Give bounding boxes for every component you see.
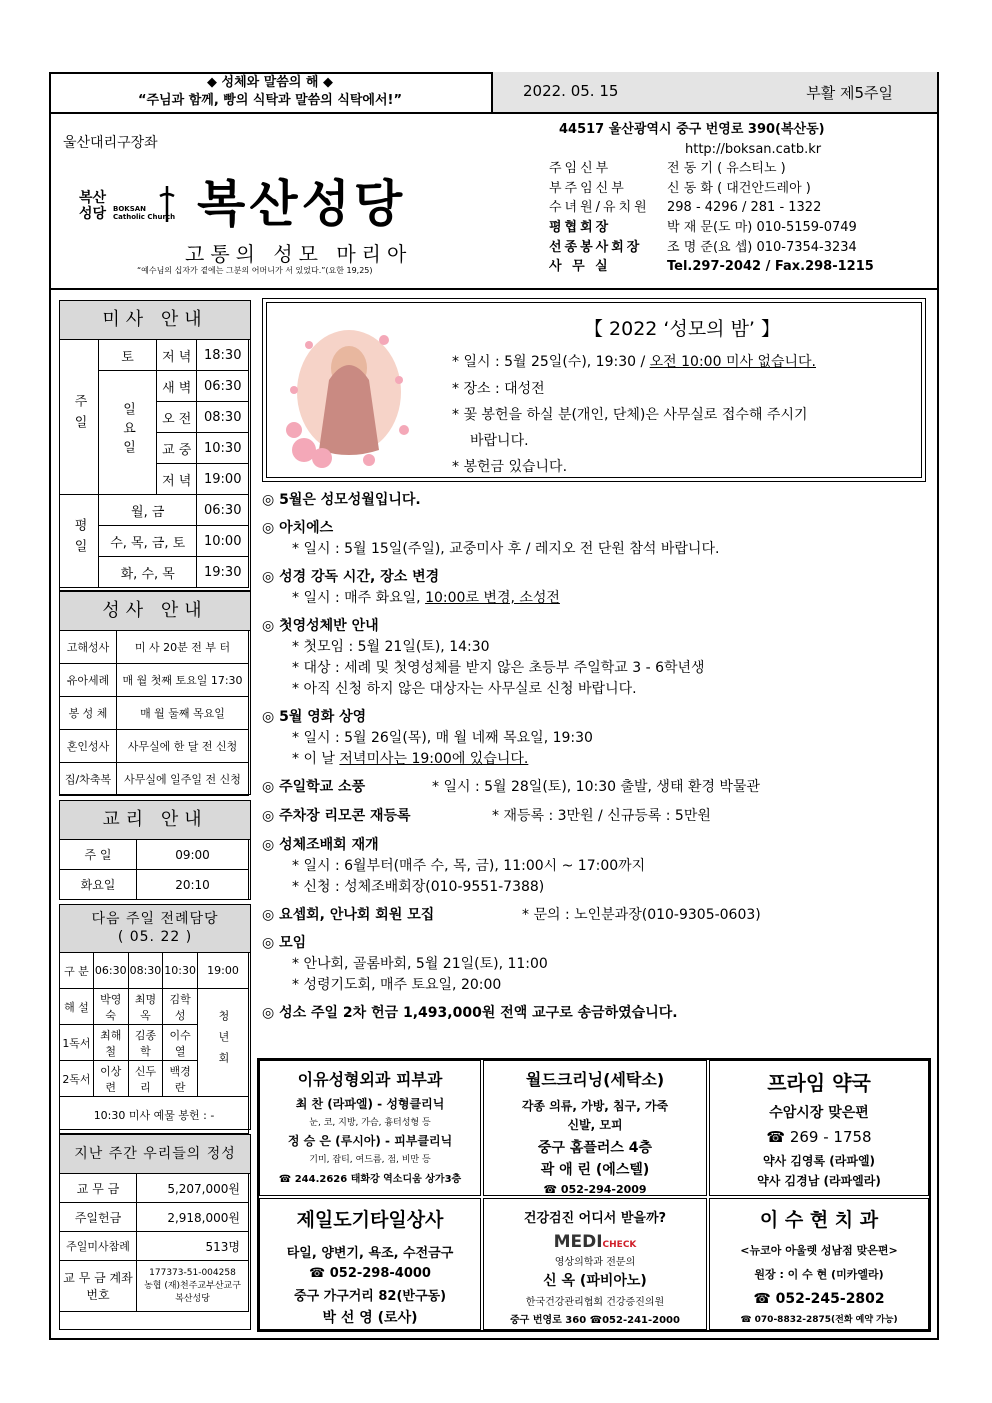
contact-key: 수녀원/유치원 xyxy=(549,200,650,216)
notice-heading: ◎ 첫영성체반 안내 xyxy=(262,618,379,634)
medicheck-logo xyxy=(484,1232,706,1252)
notice-heading: ◎ 5월 영화 상영 xyxy=(262,709,367,725)
duty-person: 김종학 xyxy=(128,1025,163,1061)
contact-row xyxy=(549,218,929,238)
notice-item: * 일시 : 5월 26일(목), 매 월 네째 목요일, 19:30 xyxy=(292,730,593,746)
duty-person: 최해철 xyxy=(93,1025,128,1061)
duty-title xyxy=(60,905,250,953)
sac-key: 유아세례 xyxy=(60,664,117,697)
ad-line: 곽 애 린 (에스텔) xyxy=(540,1162,650,1178)
duty-title-text: 다음 주일 전례담당 xyxy=(91,911,219,927)
notice-heading: ◎ 5월은 성모성월입니다. xyxy=(262,492,421,508)
doctrine-table xyxy=(59,839,249,900)
address: 44517 울산광역시 중구 번영로 390(복산동) xyxy=(559,122,825,137)
cross-icon xyxy=(157,184,177,224)
mass-title: 미사 안내 xyxy=(60,301,250,340)
ad-line: 각종 의류, 가방, 침구, 가죽 xyxy=(521,1099,669,1113)
notice-row: ◎ 주차장 리모콘 재등록 * 재등록 : 3만원 / 신규등록 : 5만원 xyxy=(262,808,711,824)
logo-check: CHECK xyxy=(602,1240,637,1250)
ad-line: 약사 김경남 (라파엘라) xyxy=(757,1174,881,1188)
contact-row xyxy=(549,179,929,199)
off-value: 513명 xyxy=(137,1232,249,1261)
duty-col: 구 분 xyxy=(60,953,94,989)
deanery: 울산대리구장좌 xyxy=(63,135,158,151)
mass-schedule xyxy=(59,300,251,591)
mass-time: 19:00 xyxy=(197,464,249,495)
off-key: 주일미사참례 xyxy=(60,1232,137,1261)
ad-line: 정 승 은 (루시아) - 피부클리닉 xyxy=(287,1134,453,1148)
notice-heading: ◎ 성경 강독 시간, 장소 변경 xyxy=(262,569,440,585)
ad-title: 이유성형외과 피부과 xyxy=(297,1070,443,1089)
logo-en-1: BOKSAN xyxy=(113,205,147,213)
notice-heading: ◎ 모임 xyxy=(262,935,307,951)
ad-line: ☎ 052-298-4000 xyxy=(309,1266,431,1281)
offering-info xyxy=(59,1134,251,1330)
ad-line: 기미, 잡티, 여드름, 점, 비만 등 xyxy=(309,1155,431,1165)
notice-item: * 안나회, 골롬바회, 5월 21일(토), 11:00 xyxy=(292,956,548,972)
sac-key: 봉 성 체 xyxy=(60,697,117,730)
ad-tile xyxy=(259,1198,481,1330)
sac-value: 사무실에 한 달 전 신청 xyxy=(117,730,249,763)
off-value: 5,207,000원 xyxy=(137,1174,249,1203)
sunday-sub-label: 일요일 xyxy=(99,371,157,495)
contact-row xyxy=(549,257,929,277)
off-key: 주일헌금 xyxy=(60,1203,137,1232)
mass-time: 10:30 xyxy=(197,433,249,464)
sac-key: 고해성사 xyxy=(60,631,117,664)
header-left xyxy=(49,72,491,112)
duty-person: 김학성 xyxy=(163,989,198,1025)
mass-name: 교 중 xyxy=(157,433,197,464)
sac-value: 매 월 둘째 목요일 xyxy=(117,697,249,730)
event-date: * 일시 : 5월 25일(수), 19:30 / xyxy=(452,354,650,370)
ad-line: ☎ 052-245-2802 xyxy=(753,1291,885,1307)
duty-col: 06:30 xyxy=(93,953,128,989)
off-value: 2,918,000원 xyxy=(137,1203,249,1232)
notice-item: * 대상 : 세례 및 첫영성체를 받지 않은 초등부 주일학교 3 - 6학년생 xyxy=(292,660,705,676)
account-holder: 복산성당 xyxy=(175,1293,210,1304)
duty-date: ( 05. 22 ) xyxy=(117,929,193,945)
duty-role: 2독서 xyxy=(60,1061,94,1097)
liturgy-duty xyxy=(59,904,251,1130)
duty-person: 백경란 xyxy=(163,1061,198,1097)
contact-value: 조 명 준(요 셉) 010-7354-3234 xyxy=(667,239,857,255)
sacrament-table xyxy=(59,630,249,796)
mass-time: 08:30 xyxy=(197,402,249,433)
ad-line: 수암시장 맞은편 xyxy=(769,1105,869,1121)
offering-title: 지난 주간 우리들의 정성 xyxy=(60,1135,250,1174)
contact-row xyxy=(549,238,929,258)
mass-table xyxy=(59,339,249,588)
account-number: 177373-51-004258 xyxy=(149,1267,236,1278)
doctrine-info xyxy=(59,800,251,900)
logo-text xyxy=(79,190,106,222)
doc-value: 09:00 xyxy=(137,840,249,870)
contact-key: 사 무 실 xyxy=(549,259,611,275)
ad-line: 타일, 양변기, 욕조, 수전금구 xyxy=(286,1246,454,1261)
doc-key: 주 일 xyxy=(60,840,137,870)
ad-title: 제일도기타일상사 xyxy=(296,1209,444,1231)
contact-block xyxy=(549,120,929,277)
offering-table xyxy=(59,1173,249,1312)
account-bank: 농협 (재)천주교부산교구 xyxy=(144,1280,241,1291)
duty-person: 박영숙 xyxy=(93,989,128,1025)
ad-line: 중구 가구거리 82(반구동) xyxy=(293,1289,447,1304)
event-flower: * 꽃 봉헌을 하실 분(개인, 단체)은 사무실로 접수해 주시기 xyxy=(452,407,808,423)
church-name: 복산성당 xyxy=(197,174,407,233)
account-info xyxy=(137,1261,249,1312)
duty-col: 08:30 xyxy=(128,953,163,989)
website-link[interactable]: http://boksan.catb.kr xyxy=(685,141,822,157)
ad-line: 눈, 코, 지방, 가슴, 흉터성형 등 xyxy=(309,1118,431,1128)
contact-value: Tel.297-2042 / Fax.298-1215 xyxy=(667,259,874,275)
notice-item: * 일시 : 6월부터(매주 수, 목, 금), 11:00시 ~ 17:00까지 xyxy=(292,858,646,874)
ad-line: 중구 번영로 360 ☎052-241-2000 xyxy=(510,1315,680,1326)
logo-line-2: 성당 xyxy=(79,206,107,222)
ad-clinic xyxy=(259,1060,481,1196)
ad-line: 최 찬 (라파엘) - 성형클리닉 xyxy=(295,1097,445,1111)
mass-time: 06:30 xyxy=(197,371,249,402)
sac-value: 사무실에 일주일 전 신청 xyxy=(117,763,249,796)
duty-role: 해 설 xyxy=(60,989,94,1025)
ad-line: ☎ 070-8832-2875(전화 예약 가능) xyxy=(740,1315,898,1325)
doc-value: 20:10 xyxy=(137,870,249,900)
ad-title: 월드크리닝(세탁소) xyxy=(525,1070,665,1089)
duty-table xyxy=(59,952,249,1134)
youth-group: 청년회 xyxy=(198,989,249,1097)
notice-item: * 일시 : 매주 화요일, 10:00로 변경, 소성전 xyxy=(292,590,560,606)
offertory-note: 10:30 미사 예물 봉헌 : - xyxy=(60,1097,249,1134)
notice-list xyxy=(262,490,922,1024)
mass-day: 토 xyxy=(99,340,157,371)
duty-person: 신두리 xyxy=(128,1061,163,1097)
ad-medicheck xyxy=(483,1198,707,1330)
sac-value: 매 월 첫째 토요일 17:30 xyxy=(117,664,249,697)
contact-rows xyxy=(549,159,929,277)
header-band xyxy=(49,72,939,114)
masthead xyxy=(49,114,939,290)
mass-name: 오 전 xyxy=(157,402,197,433)
event-place: * 장소 : 대성전 xyxy=(452,381,545,397)
bulletin-date: 2022. 05. 15 xyxy=(523,82,619,100)
mass-time: 19:30 xyxy=(197,557,249,588)
mass-name: 새 벽 xyxy=(157,371,197,402)
weekday-label: 평일 xyxy=(60,495,99,588)
ad-title: 건강검진 어디서 받을까? xyxy=(523,1211,667,1226)
duty-col: 19:00 xyxy=(198,953,249,989)
ad-line: 신 옥 (파비아노) xyxy=(543,1273,647,1289)
liturgical-week: 부활 제5주일 xyxy=(806,84,893,102)
event-note: 오전 10:00 미사 없습니다. xyxy=(649,354,816,370)
mass-day: 화, 수, 목 xyxy=(99,557,197,588)
logo-en-2: Catholic Church xyxy=(113,213,176,221)
contact-value: 298 - 4296 / 281 - 1322 xyxy=(667,200,822,216)
ad-title: 이 수 현 치 과 xyxy=(759,1209,879,1231)
notice-item: * 첫모임 : 5월 21일(토), 14:30 xyxy=(292,639,490,655)
sacrament-title: 성사 안내 xyxy=(60,592,250,631)
doctrine-title: 교리 안내 xyxy=(60,801,250,840)
contact-value: 전 동 기 ( 유스티노 ) xyxy=(667,161,786,177)
contact-value: 박 재 문(도 마) 010-5159-0749 xyxy=(667,219,857,235)
notice-heading: ◎ 성체조배회 재개 xyxy=(262,837,379,853)
notice-heading: ◎ 아치에스 xyxy=(262,520,334,536)
contact-key: 주임신부 xyxy=(549,161,612,177)
contact-key: 선종봉사회장 xyxy=(549,239,643,255)
ad-cleaning xyxy=(483,1060,707,1196)
ad-line: 한국건강관리협회 건강증진의원 xyxy=(525,1297,665,1308)
duty-person: 최명옥 xyxy=(128,989,163,1025)
duty-col: 10:30 xyxy=(163,953,198,989)
mass-day: 월, 금 xyxy=(99,495,197,526)
ad-line: 영상의학과 전문의 xyxy=(554,1257,636,1268)
duty-person: 이수열 xyxy=(163,1025,198,1061)
contact-row xyxy=(549,198,929,218)
notice-row: ◎ 요셉회, 안나회 회원 모집 * 문의 : 노인분과장(010-9305-0603) xyxy=(262,907,761,923)
notice-item: * 일시 : 5월 15일(주일), 교중미사 후 / 레지오 전 단원 참석 바랍니다. xyxy=(292,541,720,557)
ad-line: 중구 홈플러스 4층 xyxy=(537,1140,653,1156)
event-offering: * 봉헌금 있습니다. xyxy=(452,459,568,475)
contact-key: 평협회장 xyxy=(549,219,612,235)
sunday-label: 주일 xyxy=(60,340,99,495)
logo-line-1: 복산 xyxy=(79,190,107,206)
mass-name: 저 녁 xyxy=(157,340,197,371)
sacrament-info xyxy=(59,591,251,795)
mass-name: 저 녁 xyxy=(157,464,197,495)
patron-saint: 고통의 성모 마리아 xyxy=(185,242,413,266)
ad-line: 원장 : 이 수 현 (미카엘라) xyxy=(754,1268,884,1281)
ad-line: ☎ 269 - 1758 xyxy=(766,1128,872,1146)
notice-item: * 이 날 저녁미사는 19:00에 있습니다. xyxy=(292,751,529,767)
mary-flower-image xyxy=(274,310,424,474)
doc-key: 화요일 xyxy=(60,870,137,900)
logo-medi: MEDI xyxy=(553,1232,603,1252)
event-title: 【 2022 ‘성모의 밤’ 】 xyxy=(584,318,781,340)
off-key: 교 무 금 xyxy=(60,1174,137,1203)
sac-key: 집/차축복 xyxy=(60,763,117,796)
ad-line: 박 선 영 (로사) xyxy=(322,1310,418,1326)
year-theme: ◆ 성체와 말씀의 해 ◆ xyxy=(206,75,333,90)
motto: “주님과 함께, 빵의 식탁과 말씀의 식탁에서!” xyxy=(137,93,403,108)
mass-time: 10:00 xyxy=(197,526,249,557)
account-label: 교 무 금 계좌번호 xyxy=(60,1261,137,1312)
event-flower-2: 바랍니다. xyxy=(470,433,529,449)
contact-key: 부주임신부 xyxy=(549,180,627,196)
mass-time: 06:30 xyxy=(197,495,249,526)
ad-line: ☎ 244.2626 태화강 역소디움 상가3층 xyxy=(278,1174,462,1185)
contact-value: 신 동 화 ( 대건안드레아 ) xyxy=(667,180,811,196)
notice-row: ◎ 주일학교 소풍 * 일시 : 5월 28일(토), 10:30 출발, 생태 환경 박물관 xyxy=(262,779,760,795)
mass-day: 수, 목, 금, 토 xyxy=(99,526,197,557)
ad-line: <뉴코아 아울렛 성남점 맞은편> xyxy=(740,1244,898,1257)
ad-line: 신발, 모피 xyxy=(567,1118,623,1132)
ad-line: ☎ 052-294-2009 xyxy=(543,1183,647,1196)
sac-key: 혼인성사 xyxy=(60,730,117,763)
header-right xyxy=(491,72,937,112)
ad-dental xyxy=(709,1198,929,1330)
notice-item: * 아직 신청 하지 않은 대상자는 사무실로 신청 바랍니다. xyxy=(292,681,637,697)
duty-role: 1독서 xyxy=(60,1025,94,1061)
contact-row xyxy=(549,159,929,179)
ad-pharmacy xyxy=(709,1060,929,1196)
notice-item: * 성령기도회, 매주 토요일, 20:00 xyxy=(292,977,502,993)
ad-title: 프라임 약국 xyxy=(767,1071,871,1095)
notice-item: * 신청 : 성체조배회장(010-9551-7388) xyxy=(292,879,545,895)
notice-heading: ◎ 성소 주일 2차 헌금 1,493,000원 전액 교구로 송금하였습니다. xyxy=(262,1005,678,1021)
scripture-verse: “예수님의 십자가 곁에는 그분의 어머니가 서 있었다.”(요한 19,25) xyxy=(137,266,373,275)
mass-time: 18:30 xyxy=(197,340,249,371)
sac-value: 미 사 20분 전 부 터 xyxy=(117,631,249,664)
duty-person: 이상련 xyxy=(93,1061,128,1097)
event-line xyxy=(452,351,816,371)
ad-line: 약사 김영록 (라파엘) xyxy=(762,1154,876,1168)
